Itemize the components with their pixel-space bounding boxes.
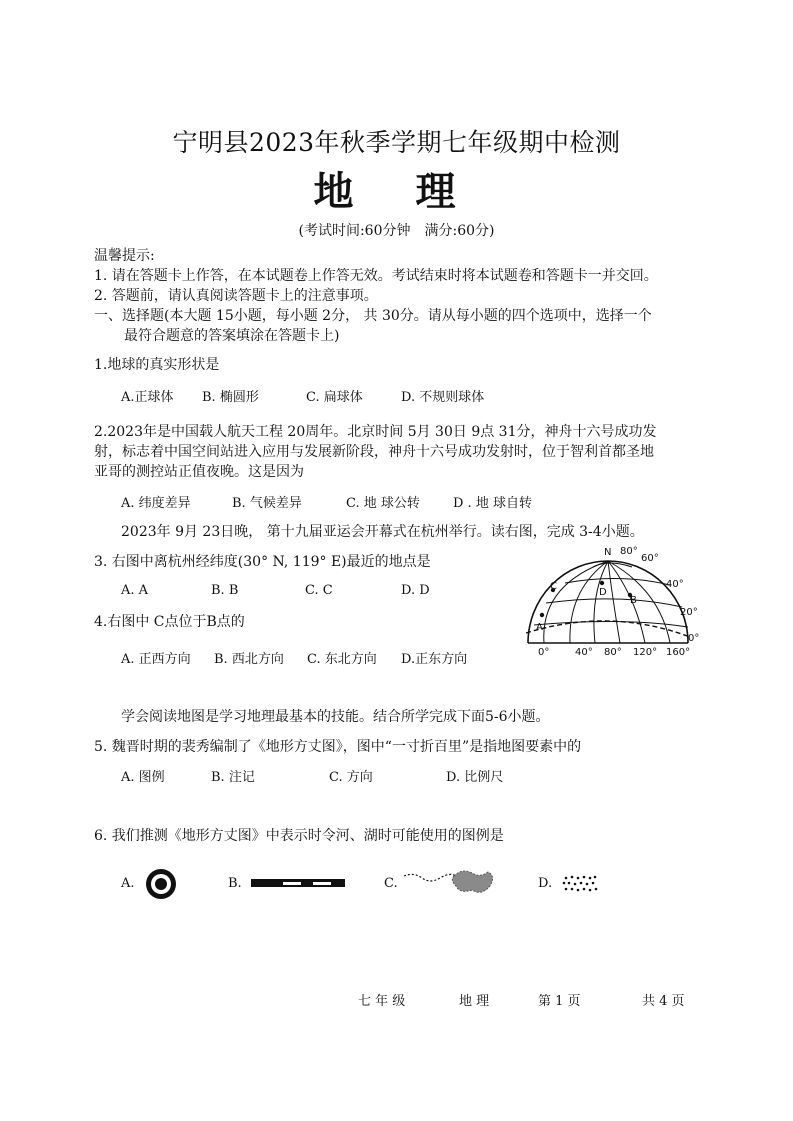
map-point-b: B xyxy=(630,595,637,606)
q5-option-d: D. 比例尺 xyxy=(446,770,504,785)
bullseye-icon xyxy=(143,866,179,902)
q4-stem: 4.右图中 C点位于B点的 xyxy=(94,614,245,630)
map-label-0e: 0° xyxy=(538,647,550,658)
q6-option-d-label: D. xyxy=(538,876,553,891)
q2-option-d: D . 地 球自转 xyxy=(453,496,532,511)
point-a-marker xyxy=(540,613,544,617)
map-label-160e: 160° xyxy=(666,647,691,658)
notice-heading: 温馨提示: xyxy=(94,248,155,264)
footer-subject: 地 理 xyxy=(459,994,490,1009)
q2-option-a: A. 纬度差异 xyxy=(121,496,191,511)
q5-option-a: A. 图例 xyxy=(121,770,165,785)
dashed-river-lake-icon xyxy=(400,864,500,898)
q3-option-b: B. B xyxy=(211,583,239,598)
map-label-equator: 0° xyxy=(688,633,700,644)
q2-line-3: 亚哥的测控站正值夜晚。这是因为 xyxy=(94,464,304,480)
map-label-40n: 40° xyxy=(666,579,684,590)
exam-title: 宁明县2023年秋季学期七年级期中检测 xyxy=(172,128,621,157)
intro-3-4: 2023年 9月 23日晚， 第十九届亚运会开幕式在杭州举行。读右图，完成 3-4小题。 xyxy=(121,524,644,540)
section-heading-line2: 最符合题意的答案填涂在答题卡上) xyxy=(124,328,340,344)
q6-option-a-label: A. xyxy=(121,876,135,891)
q2-line-1: 2.2023年是中国载人航天工程 20周年。北京时间 5月 30日 9点 31分，神舟十六号成功发 xyxy=(94,424,657,440)
footer-page: 第 1 页 xyxy=(538,994,581,1009)
q4-option-a: A. 正西方向 xyxy=(121,652,191,667)
q4-option-b: B. 西北方向 xyxy=(214,652,284,667)
point-d-marker xyxy=(600,581,604,585)
q6-stem: 6. 我们推测《地形方丈图》中表示时令河、湖时可能使用的图例是 xyxy=(94,828,504,844)
q6-option-b-label: B. xyxy=(228,876,242,891)
map-label-60n: 60° xyxy=(641,553,659,564)
q2-option-c: C. 地 球公转 xyxy=(346,496,420,511)
scale-bar-icon xyxy=(250,876,346,890)
q3-stem: 3. 右图中离杭州经纬度(30° N, 119° E)最近的地点是 xyxy=(94,554,431,570)
q3-option-c: C. C xyxy=(305,583,333,598)
subject-title: 地 理 xyxy=(313,168,480,215)
map-point-a: A xyxy=(536,622,543,633)
exam-info: (考试时间:60分钟 满分:60分) xyxy=(298,223,495,239)
map-label-20n: 20° xyxy=(680,607,698,618)
map-point-d: D xyxy=(599,587,607,598)
q3-option-d: D. D xyxy=(401,583,430,598)
footer-total-pages: 共 4 页 xyxy=(642,994,685,1009)
notice-item-1: 1. 请在答题卡上作答，在本试题卷上作答无效。考试结束时将本试题卷和答题卡一并交回。 xyxy=(94,268,658,284)
map-label-80n: 80° xyxy=(620,546,638,557)
q1-option-a: A.正球体 xyxy=(121,390,174,405)
q1-option-d: D. 不规则球体 xyxy=(401,390,485,405)
q4-option-c: C. 东北方向 xyxy=(307,652,377,667)
map-label-40e: 40° xyxy=(575,647,593,658)
q2-line-2: 射，标志着中国空间站进入应用与发展新阶段，神舟十六号成功发射时，位于智利首都圣地 xyxy=(94,444,654,460)
map-point-c: C xyxy=(550,581,557,592)
q6-option-c-label: C. xyxy=(384,876,398,891)
notice-item-2: 2. 答题前，请认真阅读答题卡上的注意事项。 xyxy=(94,288,378,304)
q5-option-c: C. 方向 xyxy=(329,770,373,785)
q2-option-b: B. 气候差异 xyxy=(232,496,302,511)
q4-option-d: D.正东方向 xyxy=(401,652,468,667)
graticule-map-figure xyxy=(520,545,698,660)
intro-5-6: 学会阅读地图是学习地理最基本的技能。结合所学完成下面5-6小题。 xyxy=(121,709,550,725)
section-heading-line1: 一、选择题(本大题 15小题，每小题 2分， 共 30分。请从每小题的四个选项中，选择一个 xyxy=(94,308,652,324)
map-label-80e: 80° xyxy=(604,647,622,658)
q5-stem: 5. 魏晋时期的裴秀编制了《地形方丈图》，图中“一寸折百里”是指地图要素中的 xyxy=(94,739,582,755)
q1-option-b: B. 椭圆形 xyxy=(202,390,259,405)
q3-option-a: A. A xyxy=(121,583,149,598)
map-label-north: N xyxy=(604,547,612,558)
q1-stem: 1.地球的真实形状是 xyxy=(94,357,220,373)
q5-option-b: B. 注记 xyxy=(211,770,255,785)
dotted-area-icon xyxy=(560,872,600,896)
q1-option-c: C. 扁球体 xyxy=(306,390,363,405)
footer-grade: 七 年 级 xyxy=(358,994,406,1009)
map-label-120e: 120° xyxy=(633,647,658,658)
